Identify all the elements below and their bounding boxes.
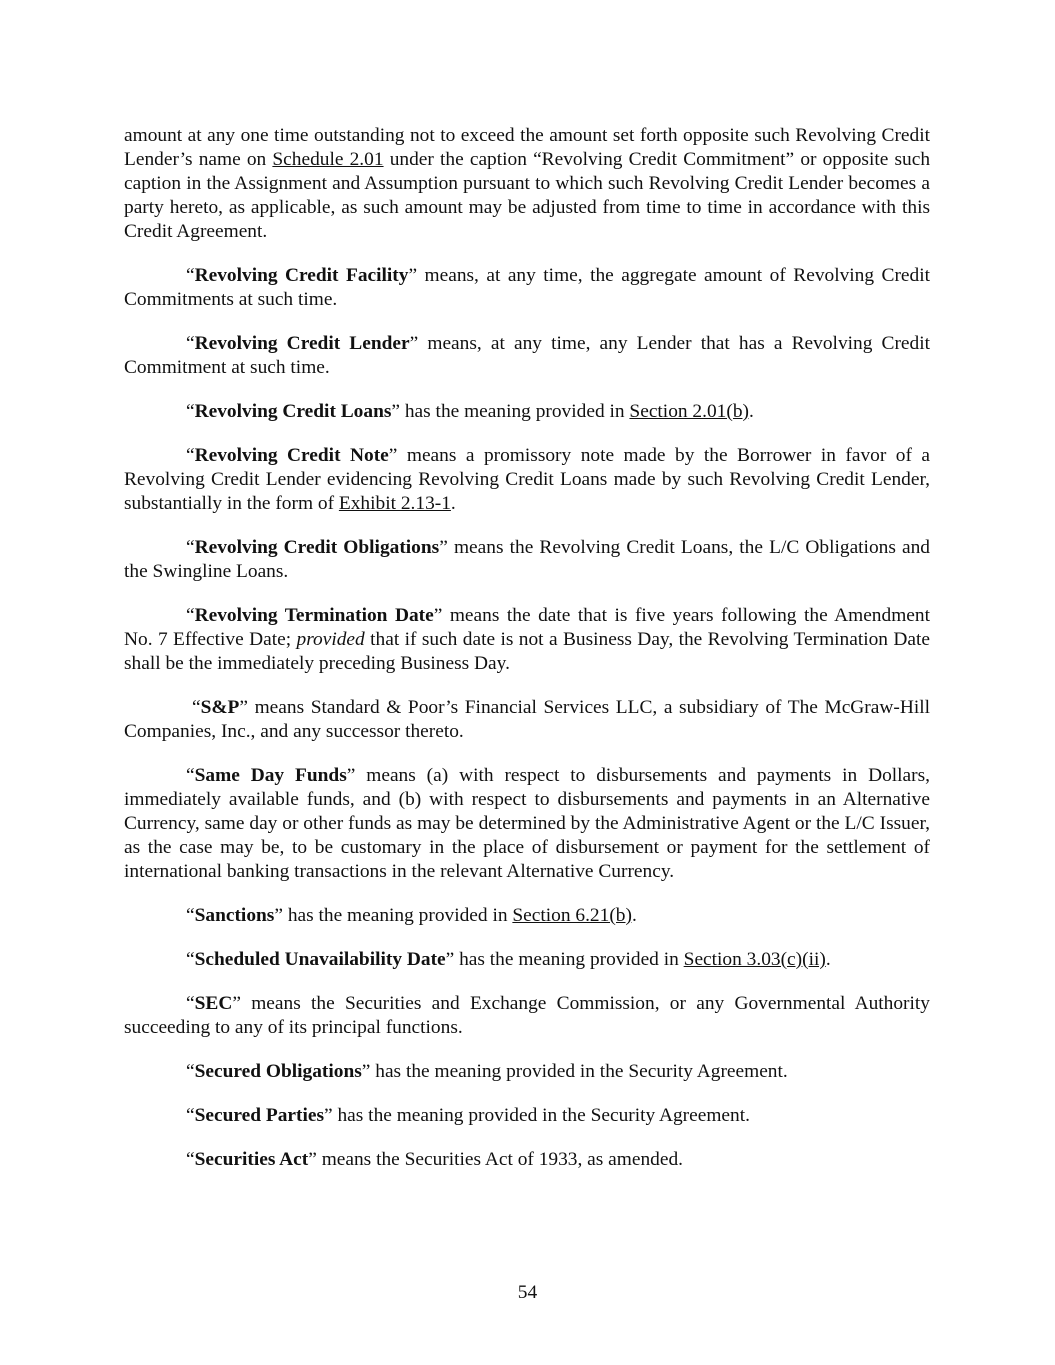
defined-term: Secured Parties [194, 1105, 325, 1126]
definition-text: ” means (a) with respect to disbursements and payments in Dollars, immediately available funds, and (b) with respect to disbursements and payments in an Alternative Currency, same day or other funds as may be determined by the Administrative Agent or the L/C Issuer, as the case may be, to be customary in the place of disbursement or payment for the settlement of international banking transactions in the relevant Alternative Currency. [124, 765, 931, 882]
open-quote: “ [186, 993, 195, 1014]
definition-text: ” means the Revolving Credit Loans, the L/C Obligations and the Swingline Loans. [124, 537, 931, 582]
definition-revolving-credit-lender [124, 332, 930, 380]
definition-sec [124, 992, 930, 1040]
defined-term: Revolving Credit Facility [194, 265, 409, 286]
open-quote: “ [186, 605, 195, 626]
open-quote: “ [186, 1149, 195, 1170]
defined-term: Same Day Funds [194, 765, 347, 786]
definition-s-and-p [124, 696, 930, 744]
defined-term: S&P [200, 697, 240, 718]
definition-end: . [450, 493, 456, 514]
definition-revolving-termination-date [124, 604, 930, 676]
definition-scheduled-unavailability-date [124, 948, 930, 972]
definition-text: ” means the date that is five years following the Amendment No. 7 Effective Date; [124, 605, 930, 650]
defined-term: Revolving Termination Date [194, 605, 434, 626]
definition-text: ” has the meaning provided in the Security Agreement. [361, 1061, 788, 1082]
continuation-paragraph [124, 124, 930, 244]
defined-term: Sanctions [194, 905, 275, 926]
definition-end: . [825, 949, 831, 970]
open-quote: “ [186, 333, 195, 354]
definition-text: ” means, at any time, the aggregate amount of Revolving Credit Commitments at such time. [124, 265, 931, 310]
definition-securities-act [124, 1148, 930, 1172]
definition-text-continued: that if such date is not a Business Day, the Revolving Termination Date shall be the immediately preceding Business Day. [124, 629, 931, 674]
open-quote: “ [186, 265, 195, 286]
schedule-2-01-reference: Schedule 2.01 [272, 149, 384, 170]
definition-text: ” has the meaning provided in the Security Agreement. [324, 1105, 750, 1126]
defined-term: Secured Obligations [194, 1061, 362, 1082]
open-quote: “ [186, 765, 195, 786]
definition-text: ” means, at any time, any Lender that has a Revolving Credit Commitment at such time. [124, 333, 931, 378]
open-quote: “ [186, 445, 195, 466]
definition-text: ” means the Securities and Exchange Commission, or any Governmental Authority succeeding to any of its principal functions. [124, 993, 930, 1038]
defined-term: Revolving Credit Lender [194, 333, 410, 354]
definition-text: ” has the meaning provided in [445, 949, 684, 970]
definition-text: ” has the meaning provided in [274, 905, 513, 926]
defined-term: Scheduled Unavailability Date [194, 949, 446, 970]
exhibit-2-13-1-reference: Exhibit 2.13-1 [338, 493, 451, 514]
provided-italic: provided [296, 629, 365, 650]
page-number: 54 [517, 1282, 538, 1303]
open-quote: “ [186, 949, 195, 970]
definition-sanctions [124, 904, 930, 928]
document-page [124, 124, 930, 1192]
definition-text: ” means Standard & Poor’s Financial Services LLC, a subsidiary of The McGraw-Hill Companies, Inc., and any successor thereto. [124, 697, 930, 742]
definition-revolving-credit-loans [124, 400, 930, 424]
open-quote: “ [186, 1105, 195, 1126]
open-quote: “ [186, 537, 195, 558]
definition-same-day-funds [124, 764, 930, 884]
defined-term: SEC [194, 993, 233, 1014]
definition-text: ” has the meaning provided in [391, 401, 630, 422]
defined-term: Revolving Credit Note [194, 445, 389, 466]
definition-secured-parties [124, 1104, 930, 1128]
section-2-01b-reference: Section 2.01(b) [629, 401, 749, 422]
section-3-03cii-reference: Section 3.03(c)(ii) [683, 949, 826, 970]
defined-term: Revolving Credit Obligations [194, 537, 440, 558]
open-quote: “ [186, 905, 195, 926]
open-quote: “ [186, 401, 195, 422]
definition-text: ” means a promissory note made by the Borrower in favor of a Revolving Credit Lender evidencing Revolving Credit Loans made by such Revolving Credit Lender, substantially in the form of [124, 445, 931, 514]
defined-term: Securities Act [194, 1149, 309, 1170]
open-quote: “ [192, 697, 201, 718]
definition-revolving-credit-obligations [124, 536, 930, 584]
open-quote: “ [186, 1061, 195, 1082]
continuation-text-1: amount at any one time outstanding not to exceed the amount set forth opposite such Revolving Credit Lender’s name on [124, 125, 930, 170]
definition-end: . [748, 401, 754, 422]
definition-secured-obligations [124, 1060, 930, 1084]
continuation-text-2: under the caption “Revolving Credit Commitment” or opposite such caption in the Assignment and Assumption pursuant to which such Revolving Credit Lender becomes a party hereto, as applicable, as such amount may be adjusted from time to time in accordance with this Credit Agreement. [124, 149, 931, 242]
definition-revolving-credit-note [124, 444, 930, 516]
definition-text: ” means the Securities Act of 1933, as amended. [308, 1149, 684, 1170]
definition-end: . [631, 905, 637, 926]
section-6-21b-reference: Section 6.21(b) [512, 905, 632, 926]
definition-revolving-credit-facility [124, 264, 930, 312]
defined-term: Revolving Credit Loans [194, 401, 392, 422]
